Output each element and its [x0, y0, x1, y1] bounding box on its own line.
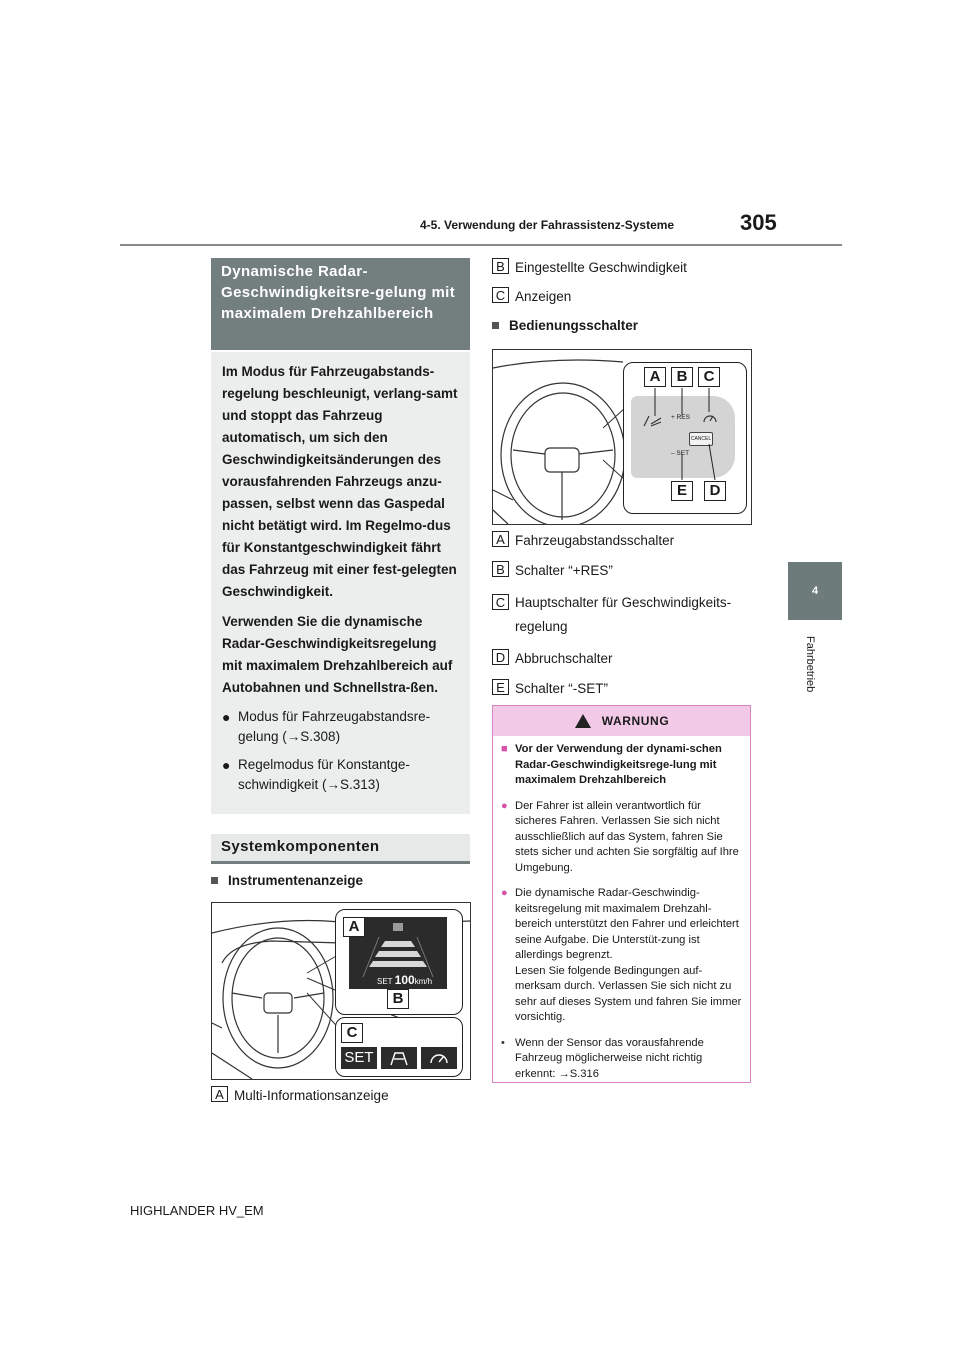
- speed-unit: km/h: [414, 977, 433, 986]
- label-box: C: [492, 287, 509, 303]
- instrument-heading-text: Instrumentenanzeige: [228, 873, 364, 888]
- bullet-dot-icon: ●: [222, 709, 231, 725]
- legend-item: [492, 531, 754, 551]
- warning-item-line: Lesen Sie folgende Bedingungen auf-merksam durch. Verlassen Sie sich nicht zu sehr auf dieses System und fahren Sie immer vorsichtig.: [515, 964, 742, 1023]
- warning-heading-text: Vor der Verwendung der dynami-schen Radar-Geschwindigkeitsrege-lung mit maximalem Drehzahlbereich: [515, 743, 722, 786]
- bullet-link-text[interactable]: Modus für Fahrzeugabstandsre-gelung (→S.308): [238, 709, 431, 744]
- bullet-item: [222, 707, 459, 747]
- callout-e: E: [671, 481, 693, 501]
- bullet-item: [222, 755, 459, 795]
- running-header: 4-5. Verwendung der Fahrassistenz-Systeme: [420, 218, 675, 232]
- set-speed-readout: [377, 973, 432, 987]
- legend-item: [492, 649, 754, 669]
- warning-item-text: [515, 886, 742, 1026]
- bullet-dot-icon: ●: [222, 757, 231, 773]
- warning-item: [501, 1036, 742, 1083]
- legend-text: Schalter “-SET”: [515, 681, 609, 696]
- callout-b: B: [671, 367, 693, 387]
- square-bullet-icon: ■: [501, 743, 508, 755]
- bullet-dot-icon: ●: [501, 887, 508, 899]
- warning-box: [492, 705, 751, 1083]
- warning-body: [493, 736, 750, 1082]
- callout-a: A: [343, 917, 365, 937]
- warning-item: [501, 886, 742, 1026]
- bullet-link-text[interactable]: Regelmodus für Konstantge-schwindigkeit (→S.313): [238, 757, 410, 792]
- set-label: SET: [377, 977, 393, 986]
- intro-paragraph: Im Modus für Fahrzeugabstands-regelung beschleunigt, verlang-samt und stoppt das Fahrzeug automatisch, um sich den Geschwindigkeitsänderungen des vorausfahrenden Fahrzeugs anzu-passen, selbst wenn das Gaspedal nicht betätigt wird. Im Regelmo-dus für Konstantgeschwindigkeit fährt das Fahrzeug mit einer fest-gelegten Geschwindigkeit.: [222, 364, 458, 599]
- intro-box: [211, 352, 470, 814]
- bullet-dot-icon: ●: [501, 799, 508, 812]
- switch-legend: [492, 531, 754, 699]
- legend-text: Schalter “+RES”: [515, 563, 613, 578]
- callout-c: C: [698, 367, 720, 387]
- subsection-title: Systemkomponenten: [211, 834, 470, 864]
- legend-item: [492, 591, 754, 639]
- set-indicator: SET: [341, 1047, 377, 1069]
- callout-b: B: [387, 989, 409, 1009]
- chapter-number: 4: [811, 585, 819, 597]
- intro-paragraph: Verwenden Sie die dynamische Radar-Geschwindigkeitsregelung mit maximalem Drehzahlbereich auf Autobahnen und Schnellstra-ßen.: [222, 614, 453, 695]
- label-box: B: [492, 561, 509, 577]
- legend-item: [492, 287, 571, 307]
- callout-c: C: [341, 1023, 363, 1043]
- switch-heading-text: Bedienungsschalter: [509, 318, 639, 333]
- legend-text: Abbruchschalter: [515, 651, 613, 666]
- footer-model: HIGHLANDER HV_EM: [130, 1203, 264, 1218]
- speed-value: 100: [394, 973, 415, 987]
- chapter-name: Fahrbetrieb: [804, 636, 816, 693]
- warning-triangle-icon: [574, 713, 592, 729]
- radar-cruise-indicator-icon: [381, 1047, 417, 1069]
- label-box: A: [211, 1086, 228, 1102]
- warning-link-text[interactable]: Wenn der Sensor das vorausfahrende Fahrzeug möglicherweise nicht richtig erkennt: →S.316: [515, 1036, 704, 1080]
- legend-text: Multi-Informationsanzeige: [234, 1088, 389, 1103]
- chapter-tab[interactable]: [788, 562, 842, 620]
- square-bullet-icon: [492, 322, 499, 329]
- label-box: E: [492, 679, 509, 695]
- set-switch[interactable]: – SET: [671, 450, 690, 457]
- instrument-heading: [211, 873, 363, 888]
- label-box: B: [492, 258, 509, 274]
- warning-item-text: Der Fahrer ist allein verantwortlich für sicheres Fahren. Verlassen Sie sich nicht ausschließlich auf das System, fahren Sie stets sicher und achten Sie sorgfältig auf Ihre Umgebung.: [515, 799, 739, 874]
- res-switch[interactable]: + RES: [671, 414, 690, 421]
- legend-text: Fahrzeugabstandsschalter: [515, 533, 675, 548]
- instrument-panel-figure: [211, 902, 471, 1080]
- section-title: Dynamische Radar-Geschwindigkeitsre-gelung mit maximalem Drehzahlbereich: [211, 258, 470, 350]
- warning-item: [501, 799, 742, 877]
- legend-item: [211, 1086, 389, 1106]
- callout-d: D: [704, 481, 726, 501]
- small-bullet-icon: •: [501, 1036, 505, 1049]
- header-rule: [120, 244, 842, 246]
- legend-item: [492, 561, 754, 581]
- square-bullet-icon: [211, 877, 218, 884]
- page-number: 305: [740, 210, 777, 235]
- label-box: C: [492, 594, 509, 610]
- label-box: D: [492, 649, 509, 665]
- warning-header: [493, 706, 750, 736]
- switch-heading: [492, 318, 638, 333]
- legend-text: Anzeigen: [515, 289, 572, 304]
- callout-a: A: [644, 367, 666, 387]
- cancel-switch[interactable]: CANCEL: [689, 432, 713, 446]
- warning-heading: [501, 742, 742, 789]
- steering-switch-figure: [492, 349, 752, 525]
- legend-item: [492, 679, 754, 699]
- warning-title: WARNUNG: [601, 714, 670, 728]
- warning-item-line: Die dynamische Radar-Geschwindig-keitsregelung mit maximalem Drehzahl-bereich unterstützt den Fahrer und erleichtert seine Aufgabe. Die Unterstüt-zung ist allerdings begrenzt.: [515, 887, 739, 961]
- legend-item: [492, 258, 687, 278]
- legend-text: Eingestellte Geschwindigkeit: [515, 260, 687, 275]
- label-box: A: [492, 531, 509, 547]
- cruise-control-indicator-icon: [421, 1047, 457, 1069]
- legend-text: Hauptschalter für Geschwindigkeits-regelung: [515, 595, 732, 634]
